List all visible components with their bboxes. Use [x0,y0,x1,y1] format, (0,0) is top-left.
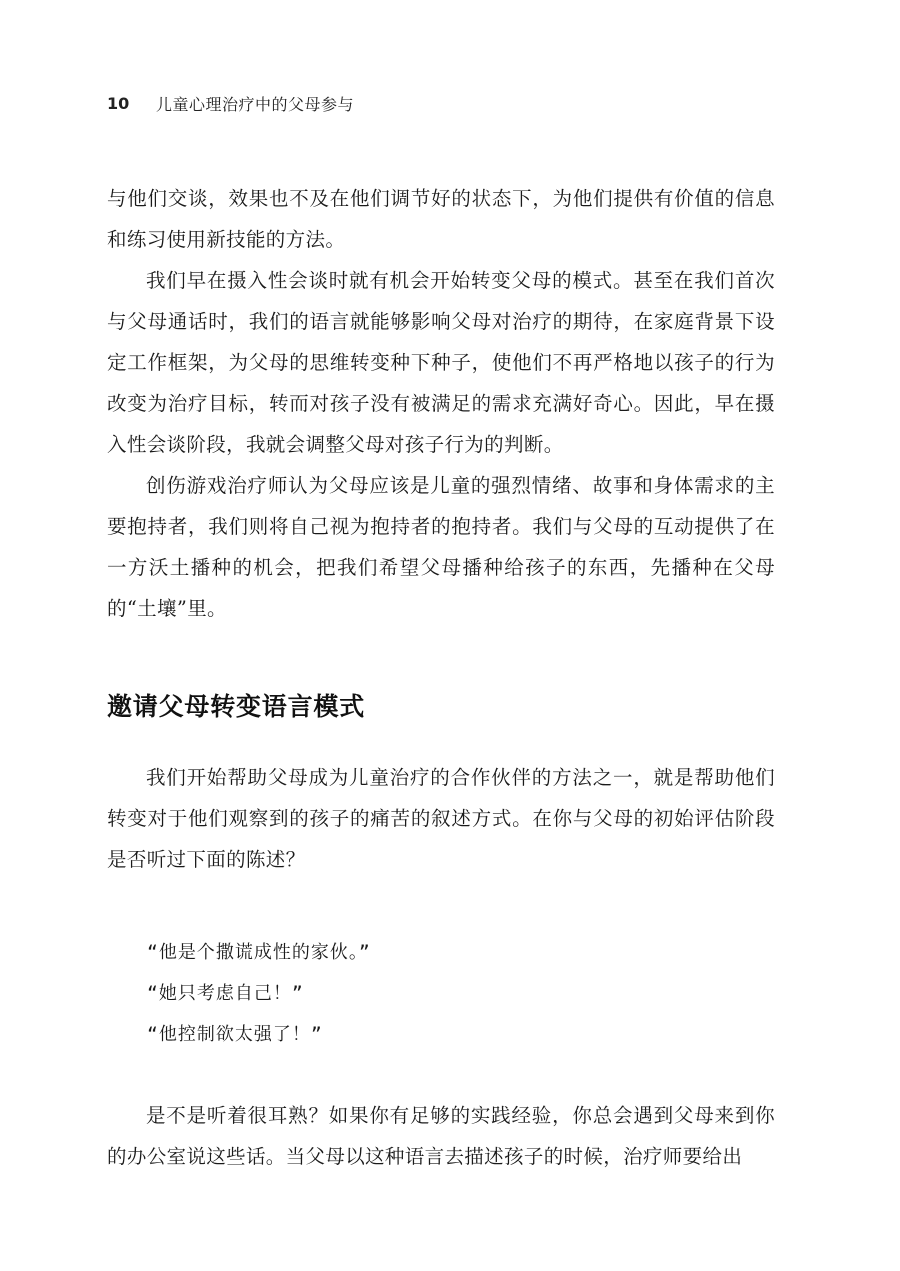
page-number: 10 [107,93,130,113]
paragraph-holder-of-holders: 创伤游戏治疗师认为父母应该是儿童的强烈情绪、故事和身体需求的主要抱持者，我们则将自己视为抱持者的抱持者。我们与父母的互动提供了在一方沃土播种的机会，把我们希望父母播种给孩子的东西，先播种在父母的“土壤”里。 [107,474,775,620]
parent-statement: “她只考虑自己！” [147,983,304,1004]
section-closing-paragraph: 是不是听着很耳熟？如果你有足够的实践经验，你总会遇到父母来到你的办公室说这些话。当父母以这种语言去描述孩子的时候，治疗师要给出 [107,1104,775,1168]
section-heading: 邀请父母转变语言模式 [107,692,366,721]
paragraph-intake-interview: 我们早在摄入性会谈时就有机会开始转变父母的模式。甚至在我们首次与父母通话时，我们的语言就能够影响父母对治疗的期待，在家庭背景下设定工作框架，为父母的思维转变种下种子，使他们不再严格地以孩子的行为改变为治疗目标，转而对孩子没有被满足的需求充满好奇心。因此，早在摄入性会谈阶段，我就会调整父母对孩子行为的判断。 [107,269,775,456]
book-title: 儿童心理治疗中的父母参与 [156,94,355,114]
running-head [107,90,354,116]
parent-statement: “他是个撒谎成性的家伙。” [147,942,371,963]
paragraph-continued: 与他们交谈，效果也不及在他们调节好的状态下，为他们提供有价值的信息和练习使用新技能的方法。 [107,187,775,251]
parent-statement: “他控制欲太强了！” [147,1024,323,1045]
parent-statements-list [147,932,775,1055]
body-text [107,178,775,1177]
section-intro-paragraph: 我们开始帮助父母成为儿童治疗的合作伙伴的方法之一，就是帮助他们转变对于他们观察到的孩子的痛苦的叙述方式。在你与父母的初始评估阶段是否听过下面的陈述？ [107,766,775,871]
